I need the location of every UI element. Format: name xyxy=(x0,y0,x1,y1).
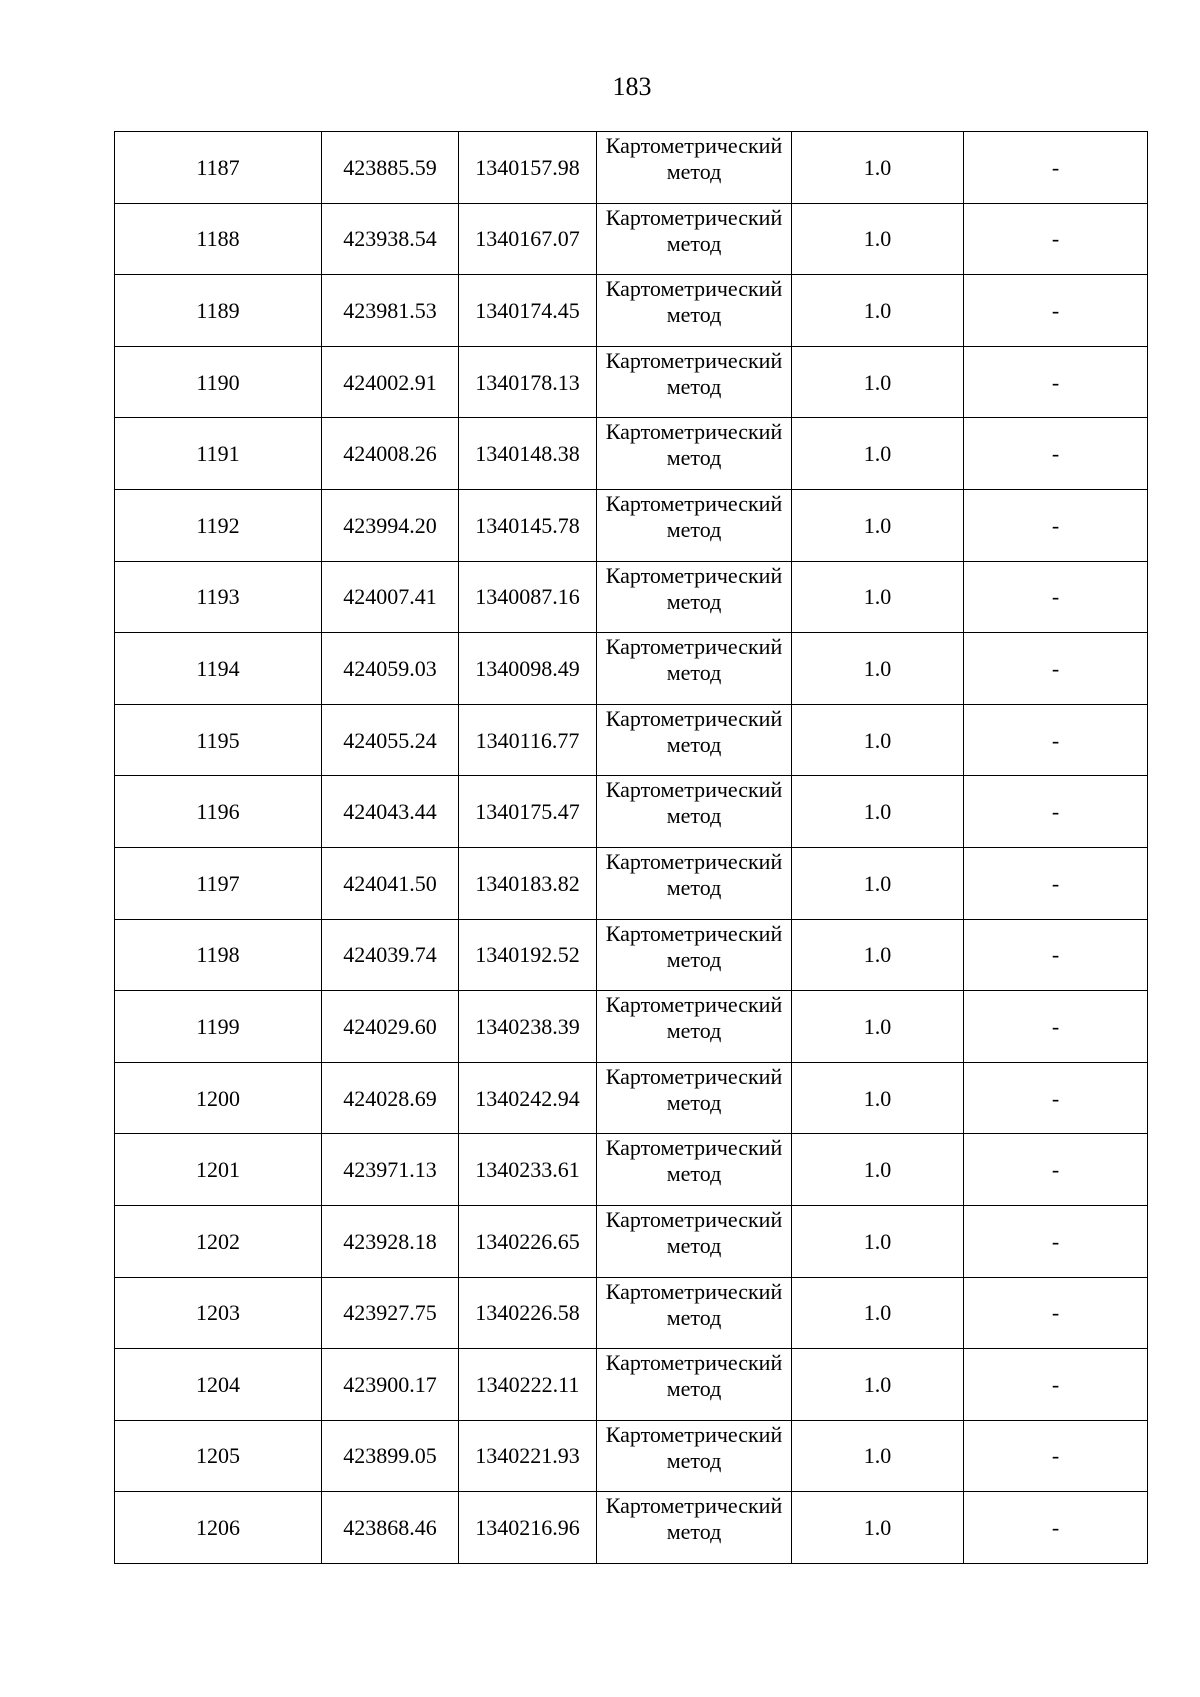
table-row xyxy=(115,203,1148,275)
x-coordinate-cell: 424041.50 xyxy=(322,847,459,919)
x-coordinate-cell: 424008.26 xyxy=(322,418,459,490)
accuracy-cell: 1.0 xyxy=(792,346,964,418)
x-coordinate-cell: 424028.69 xyxy=(322,1062,459,1134)
method-cell xyxy=(597,991,792,1063)
method-cell xyxy=(597,132,792,204)
method-line-1: Картометрический xyxy=(605,562,783,588)
method-line-1: Картометрический xyxy=(605,920,783,946)
coordinates-table xyxy=(114,131,1148,1564)
method-line-1: Картометрический xyxy=(605,347,783,373)
method-cell xyxy=(597,1420,792,1492)
method-cell xyxy=(597,275,792,347)
x-coordinate-cell: 424059.03 xyxy=(322,633,459,705)
y-coordinate-cell: 1340098.49 xyxy=(459,633,597,705)
table-body xyxy=(115,132,1148,1564)
point-number-cell: 1206 xyxy=(115,1492,322,1564)
table-row xyxy=(115,1420,1148,1492)
point-number-cell: 1187 xyxy=(115,132,322,204)
method-line-2: метод xyxy=(666,1232,722,1258)
note-cell: - xyxy=(964,418,1148,490)
point-number-cell: 1190 xyxy=(115,346,322,418)
method-cell xyxy=(597,1492,792,1564)
point-number-cell: 1204 xyxy=(115,1349,322,1421)
method-line-2: метод xyxy=(666,803,722,829)
method-line-2: метод xyxy=(666,373,722,399)
x-coordinate-cell: 424002.91 xyxy=(322,346,459,418)
table-row xyxy=(115,1349,1148,1421)
method-cell xyxy=(597,776,792,848)
note-cell: - xyxy=(964,776,1148,848)
table-row xyxy=(115,991,1148,1063)
point-number-cell: 1194 xyxy=(115,633,322,705)
method-line-2: метод xyxy=(666,731,722,757)
method-cell xyxy=(597,919,792,991)
point-number-cell: 1189 xyxy=(115,275,322,347)
point-number-cell: 1203 xyxy=(115,1277,322,1349)
accuracy-cell: 1.0 xyxy=(792,1492,964,1564)
method-cell xyxy=(597,1277,792,1349)
note-cell: - xyxy=(964,132,1148,204)
method-line-2: метод xyxy=(666,159,722,184)
table-row xyxy=(115,275,1148,347)
accuracy-cell: 1.0 xyxy=(792,203,964,275)
accuracy-cell: 1.0 xyxy=(792,704,964,776)
table-row xyxy=(115,704,1148,776)
note-cell: - xyxy=(964,275,1148,347)
method-line-1: Картометрический xyxy=(605,1421,783,1447)
method-line-2: метод xyxy=(666,1304,722,1330)
method-line-1: Картометрический xyxy=(605,777,783,803)
x-coordinate-cell: 424029.60 xyxy=(322,991,459,1063)
table-row xyxy=(115,489,1148,561)
method-line-1: Картометрический xyxy=(605,204,783,230)
x-coordinate-cell: 424039.74 xyxy=(322,919,459,991)
x-coordinate-cell: 423899.05 xyxy=(322,1420,459,1492)
table-row xyxy=(115,919,1148,991)
table-row xyxy=(115,561,1148,633)
table-row xyxy=(115,132,1148,204)
table-row xyxy=(115,633,1148,705)
x-coordinate-cell: 424007.41 xyxy=(322,561,459,633)
table-row xyxy=(115,1277,1148,1349)
table-row xyxy=(115,418,1148,490)
y-coordinate-cell: 1340226.58 xyxy=(459,1277,597,1349)
y-coordinate-cell: 1340192.52 xyxy=(459,919,597,991)
method-line-2: метод xyxy=(666,1089,722,1115)
method-line-2: метод xyxy=(666,516,722,542)
note-cell: - xyxy=(964,704,1148,776)
point-number-cell: 1198 xyxy=(115,919,322,991)
method-line-2: метод xyxy=(666,230,722,256)
x-coordinate-cell: 424055.24 xyxy=(322,704,459,776)
method-line-1: Картометрический xyxy=(605,1493,783,1519)
point-number-cell: 1193 xyxy=(115,561,322,633)
method-line-2: метод xyxy=(666,1018,722,1044)
note-cell: - xyxy=(964,1492,1148,1564)
method-line-2: метод xyxy=(666,1161,722,1187)
y-coordinate-cell: 1340178.13 xyxy=(459,346,597,418)
page-number: 183 xyxy=(612,72,652,101)
method-line-2: метод xyxy=(666,946,722,972)
accuracy-cell: 1.0 xyxy=(792,1205,964,1277)
x-coordinate-cell: 423994.20 xyxy=(322,489,459,561)
x-coordinate-cell: 423885.59 xyxy=(322,132,459,204)
accuracy-cell: 1.0 xyxy=(792,633,964,705)
method-line-2: метод xyxy=(666,302,722,328)
method-cell xyxy=(597,203,792,275)
x-coordinate-cell: 423938.54 xyxy=(322,203,459,275)
method-line-1: Картометрический xyxy=(605,1206,783,1232)
note-cell: - xyxy=(964,1420,1148,1492)
y-coordinate-cell: 1340175.47 xyxy=(459,776,597,848)
point-number-cell: 1195 xyxy=(115,704,322,776)
table-row xyxy=(115,1134,1148,1206)
y-coordinate-cell: 1340221.93 xyxy=(459,1420,597,1492)
method-cell xyxy=(597,489,792,561)
method-line-1: Картометрический xyxy=(605,276,783,302)
accuracy-cell: 1.0 xyxy=(792,275,964,347)
note-cell: - xyxy=(964,346,1148,418)
y-coordinate-cell: 1340222.11 xyxy=(459,1349,597,1421)
x-coordinate-cell: 423900.17 xyxy=(322,1349,459,1421)
method-cell xyxy=(597,418,792,490)
note-cell: - xyxy=(964,203,1148,275)
method-line-1: Картометрический xyxy=(605,634,783,660)
method-line-2: метод xyxy=(666,588,722,614)
note-cell: - xyxy=(964,489,1148,561)
table-row xyxy=(115,776,1148,848)
accuracy-cell: 1.0 xyxy=(792,418,964,490)
table-row xyxy=(115,346,1148,418)
accuracy-cell: 1.0 xyxy=(792,132,964,204)
x-coordinate-cell: 423868.46 xyxy=(322,1492,459,1564)
table-row xyxy=(115,1492,1148,1564)
table-row xyxy=(115,1205,1148,1277)
y-coordinate-cell: 1340242.94 xyxy=(459,1062,597,1134)
method-line-1: Картометрический xyxy=(605,848,783,874)
method-line-2: метод xyxy=(666,1519,722,1545)
table-row xyxy=(115,847,1148,919)
method-line-1: Картометрический xyxy=(605,419,783,445)
accuracy-cell: 1.0 xyxy=(792,1062,964,1134)
accuracy-cell: 1.0 xyxy=(792,489,964,561)
x-coordinate-cell: 424043.44 xyxy=(322,776,459,848)
accuracy-cell: 1.0 xyxy=(792,1134,964,1206)
note-cell: - xyxy=(964,633,1148,705)
y-coordinate-cell: 1340148.38 xyxy=(459,418,597,490)
table-row xyxy=(115,1062,1148,1134)
accuracy-cell: 1.0 xyxy=(792,991,964,1063)
point-number-cell: 1202 xyxy=(115,1205,322,1277)
method-line-2: метод xyxy=(666,445,722,471)
x-coordinate-cell: 423981.53 xyxy=(322,275,459,347)
method-cell xyxy=(597,704,792,776)
y-coordinate-cell: 1340087.16 xyxy=(459,561,597,633)
method-cell xyxy=(597,633,792,705)
method-line-2: метод xyxy=(666,874,722,900)
method-line-1: Картометрический xyxy=(605,705,783,731)
method-line-1: Картометрический xyxy=(605,1278,783,1304)
y-coordinate-cell: 1340238.39 xyxy=(459,991,597,1063)
x-coordinate-cell: 423927.75 xyxy=(322,1277,459,1349)
accuracy-cell: 1.0 xyxy=(792,1349,964,1421)
method-line-1: Картометрический xyxy=(605,992,783,1018)
method-cell xyxy=(597,1134,792,1206)
method-line-1: Картометрический xyxy=(605,490,783,516)
method-line-2: метод xyxy=(666,660,722,686)
accuracy-cell: 1.0 xyxy=(792,776,964,848)
y-coordinate-cell: 1340226.65 xyxy=(459,1205,597,1277)
x-coordinate-cell: 423971.13 xyxy=(322,1134,459,1206)
method-cell xyxy=(597,1062,792,1134)
method-cell xyxy=(597,561,792,633)
accuracy-cell: 1.0 xyxy=(792,561,964,633)
y-coordinate-cell: 1340174.45 xyxy=(459,275,597,347)
point-number-cell: 1201 xyxy=(115,1134,322,1206)
point-number-cell: 1196 xyxy=(115,776,322,848)
note-cell: - xyxy=(964,991,1148,1063)
point-number-cell: 1197 xyxy=(115,847,322,919)
point-number-cell: 1199 xyxy=(115,991,322,1063)
accuracy-cell: 1.0 xyxy=(792,919,964,991)
method-cell xyxy=(597,1205,792,1277)
y-coordinate-cell: 1340116.77 xyxy=(459,704,597,776)
y-coordinate-cell: 1340183.82 xyxy=(459,847,597,919)
accuracy-cell: 1.0 xyxy=(792,847,964,919)
method-cell xyxy=(597,346,792,418)
accuracy-cell: 1.0 xyxy=(792,1420,964,1492)
note-cell: - xyxy=(964,919,1148,991)
note-cell: - xyxy=(964,1062,1148,1134)
note-cell: - xyxy=(964,1205,1148,1277)
point-number-cell: 1200 xyxy=(115,1062,322,1134)
accuracy-cell: 1.0 xyxy=(792,1277,964,1349)
method-line-1: Картометрический xyxy=(605,1135,783,1161)
y-coordinate-cell: 1340157.98 xyxy=(459,132,597,204)
point-number-cell: 1192 xyxy=(115,489,322,561)
note-cell: - xyxy=(964,1277,1148,1349)
method-cell xyxy=(597,847,792,919)
method-cell xyxy=(597,1349,792,1421)
method-line-1: Картометрический xyxy=(605,1063,783,1089)
note-cell: - xyxy=(964,1134,1148,1206)
point-number-cell: 1191 xyxy=(115,418,322,490)
method-line-1: Картометрический xyxy=(605,1350,783,1376)
y-coordinate-cell: 1340216.96 xyxy=(459,1492,597,1564)
method-line-1: Картометрический xyxy=(605,133,783,158)
method-line-2: метод xyxy=(666,1447,722,1473)
point-number-cell: 1205 xyxy=(115,1420,322,1492)
note-cell: - xyxy=(964,1349,1148,1421)
note-cell: - xyxy=(964,847,1148,919)
x-coordinate-cell: 423928.18 xyxy=(322,1205,459,1277)
y-coordinate-cell: 1340167.07 xyxy=(459,203,597,275)
y-coordinate-cell: 1340233.61 xyxy=(459,1134,597,1206)
y-coordinate-cell: 1340145.78 xyxy=(459,489,597,561)
note-cell: - xyxy=(964,561,1148,633)
method-line-2: метод xyxy=(666,1376,722,1402)
point-number-cell: 1188 xyxy=(115,203,322,275)
